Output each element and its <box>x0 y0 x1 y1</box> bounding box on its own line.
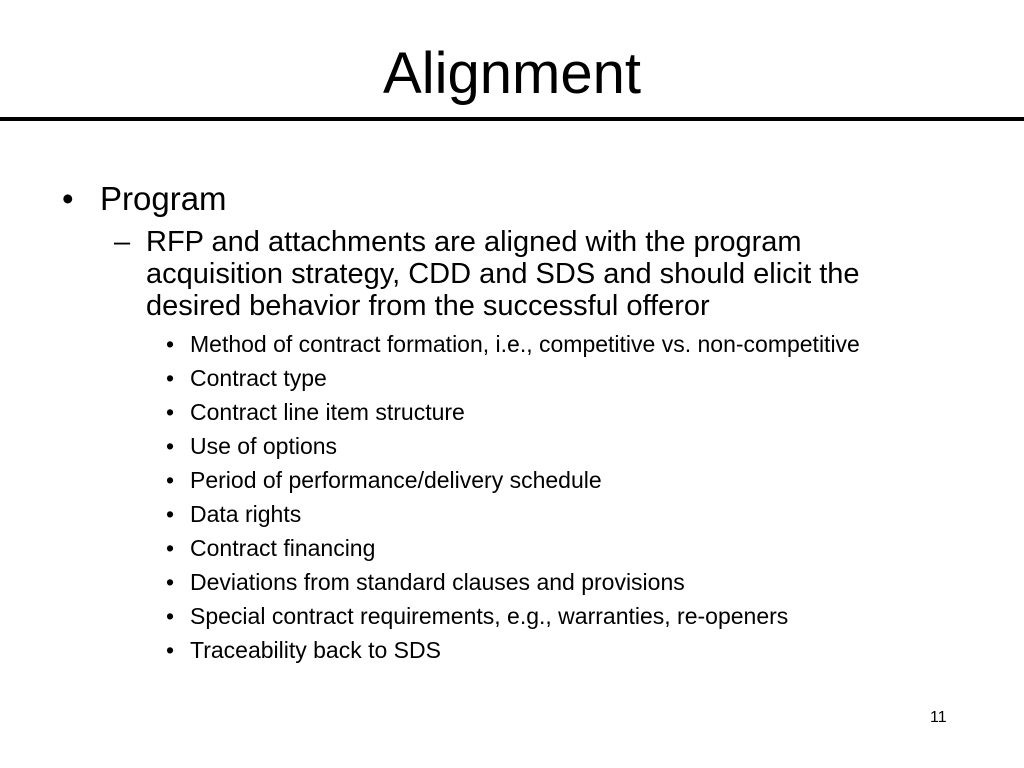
bullet-dash-icon: – <box>114 226 131 258</box>
list-item: • Contract line item structure <box>166 399 465 425</box>
list-item: • Special contract requirements, e.g., warranties, re-openers <box>166 603 789 629</box>
bullet-level1 <box>62 178 227 220</box>
bullet-dot-icon: • <box>166 399 175 425</box>
list-item: • Method of contract formation, i.e., competitive vs. non-competitive <box>166 331 860 357</box>
bullet-dot-icon: • <box>62 180 74 217</box>
list-item: • Traceability back to SDS <box>166 637 441 663</box>
bullet-dot-icon: • <box>166 603 175 629</box>
list-item: • Period of performance/delivery schedule <box>166 467 602 493</box>
bullet-level1-text: Program <box>100 180 227 217</box>
list-item: • Deviations from standard clauses and provisions <box>166 569 685 595</box>
list-item: • Use of options <box>166 433 338 459</box>
bullet-dot-icon: • <box>166 365 175 391</box>
bullet-dot-icon: • <box>166 433 175 459</box>
page-number: 11 <box>930 709 947 726</box>
bullet-dot-icon: • <box>166 637 175 663</box>
title-divider <box>0 117 1024 121</box>
bullet-level2-text: RFP and attachments are aligned with the program acquisition strategy, CDD and SDS and should elicit the desired behavior from the successful offeror <box>146 226 860 322</box>
bullet-dot-icon: • <box>166 569 175 595</box>
bullet-dot-icon: • <box>166 535 175 561</box>
bullet-dot-icon: • <box>166 501 175 527</box>
slide-title: Alignment <box>383 41 641 106</box>
list-item: • Contract type <box>166 365 327 391</box>
bullet-level2 <box>114 226 934 322</box>
bullet-level3-list <box>166 331 926 671</box>
list-item: • Data rights <box>166 501 302 527</box>
list-item: • Contract financing <box>166 535 376 561</box>
bullet-dot-icon: • <box>166 331 175 357</box>
bullet-dot-icon: • <box>166 467 175 493</box>
